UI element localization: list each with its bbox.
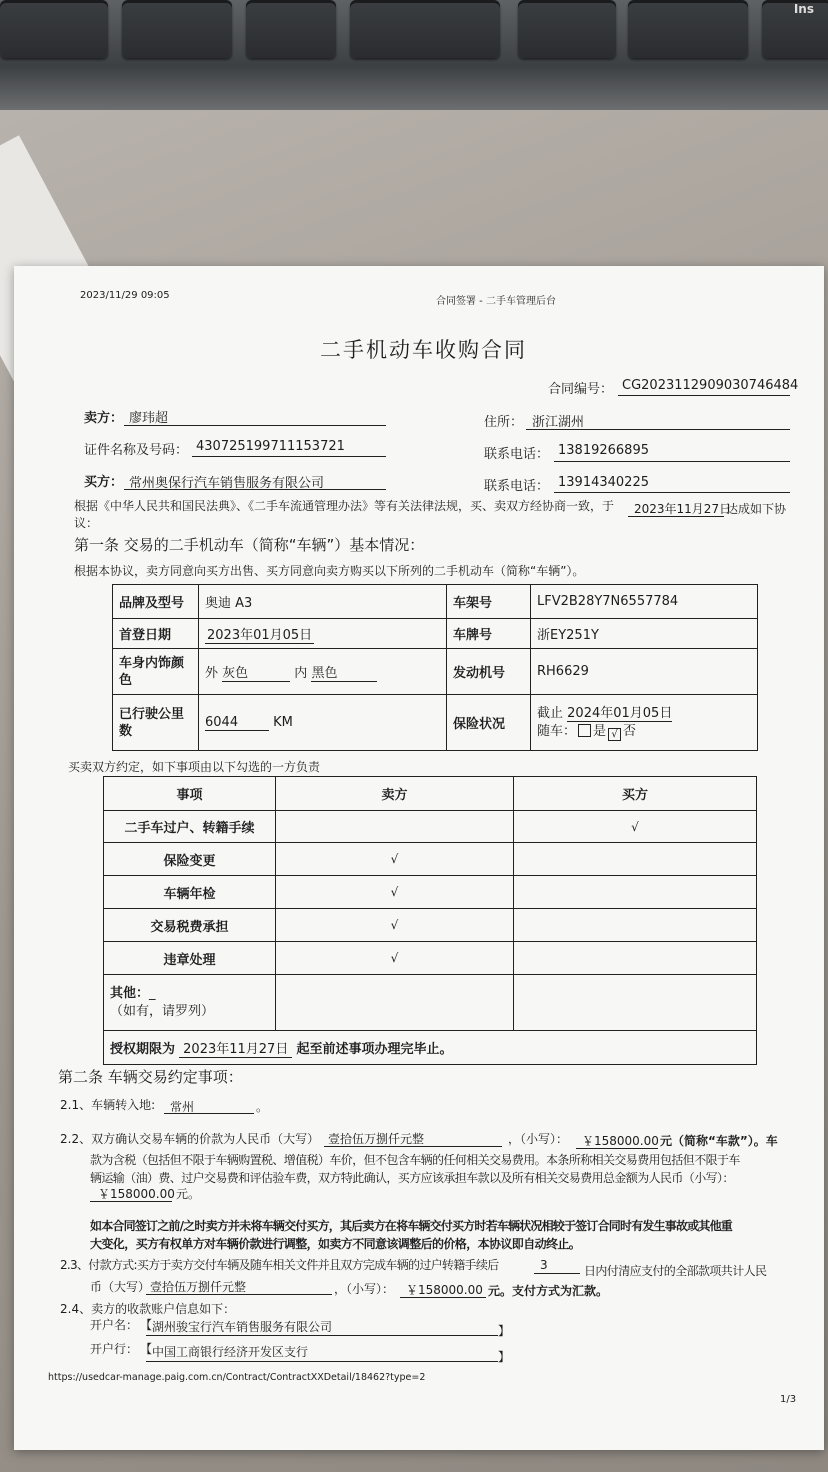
s22-text-2: ，（小写）： [508, 1132, 569, 1146]
bank-name: 中国工商银行经济开发区支行 [152, 1345, 309, 1359]
bank-label: 开户行： [90, 1342, 139, 1356]
bracket-close: 】 [498, 1324, 511, 1338]
preamble-text-end: 达成如下协 [726, 502, 787, 516]
print-site-title: 合同签署 - 二手车管理后台 [436, 296, 556, 307]
s23-text-2: 日内付清应支付的全部款项共计人民 [584, 1264, 767, 1278]
article1-intro: 根据本协议，卖方同意向买方出售、买方同意向卖方购买以下所列的二手机动车（简称“车辆”）。 [74, 564, 585, 578]
yes-label: 是 [593, 723, 607, 739]
plate-label: 车牌号 [447, 619, 531, 649]
s22-total: ￥158000.00 [98, 1187, 175, 1201]
duty-buyer-mark: √ [514, 811, 757, 843]
underline [534, 1273, 580, 1274]
engine-label: 发动机号 [447, 649, 531, 695]
footer-url: https://usedcar-manage.paig.com.cn/Contract/ContractXXDetail/18462?type=2 [48, 1372, 426, 1383]
notice-bold-line1: 如本合同签订之前/之时卖方并未将车辆交付买方，其后卖方在将车辆交付买方时若车辆状况相较于签订合同时有发生事故或其他重 [90, 1219, 732, 1233]
duty-item: 交易税费承担 [104, 909, 276, 942]
reg-date: 2023年01月05日 [207, 628, 313, 643]
account-name-label: 开户名： [90, 1318, 139, 1332]
duty-seller-mark: √ [276, 843, 514, 876]
vin-value: LFV2B28Y7N6557784 [531, 585, 758, 619]
mileage-value [199, 695, 447, 751]
id-number: 430725199711153721 [196, 439, 345, 454]
underline [146, 1294, 332, 1295]
s23-days: 3 [540, 1258, 548, 1272]
key [0, 0, 108, 58]
underline [164, 1113, 254, 1114]
seller-label: 卖方： [84, 411, 124, 426]
contract-number-label: 合同编号： [548, 382, 614, 397]
checkbox-no[interactable]: √ [608, 728, 621, 741]
s21-value: 常州 [170, 1100, 195, 1114]
color-value [199, 649, 447, 695]
duties-table [103, 776, 757, 1065]
s24-text: 2.4、卖方的收款账户信息如下： [60, 1302, 236, 1316]
checkbox-yes[interactable] [578, 724, 591, 737]
underline [192, 456, 386, 457]
buyer-phone: 13914340225 [558, 475, 649, 490]
s22-text-3: 元（简称“车款”）。车 [660, 1134, 778, 1148]
page-number: 1/3 [780, 1394, 797, 1405]
duty-other-label: 其他： [110, 985, 150, 1001]
duty-seller-mark: √ [276, 876, 514, 909]
table-row [104, 909, 757, 942]
key [628, 0, 748, 58]
table-row [104, 811, 757, 843]
s23-lower-amount: ￥158000.00 [406, 1283, 483, 1297]
duty-seller-mark: √ [276, 909, 514, 942]
vin-label: 车架号 [447, 585, 531, 619]
s23-text-5: 元。支付方式为汇款。 [488, 1284, 609, 1298]
notice-bold-line2: 大变化，买方有权单方对车辆价款进行调整，如卖方不同意该调整后的价格，本协议即自动终止。 [90, 1237, 581, 1251]
buyer-label: 买方： [84, 475, 124, 490]
underline [526, 429, 790, 430]
reg-date-label: 首登日期 [113, 619, 199, 649]
contract-page [14, 266, 824, 1450]
with-car-label: 随车： [537, 723, 577, 739]
contract-number: CG2023112909030746484 [622, 378, 799, 393]
s21-end: 。 [256, 1100, 269, 1114]
s23-text: 2.3、付款方式:买方于卖方交付车辆及随车相关文件并且双方完成车辆的过户转籍手续后 [60, 1258, 499, 1272]
underline [618, 395, 790, 396]
underline [124, 489, 386, 490]
id-label: 证件名称及号码： [84, 443, 189, 458]
underline [124, 425, 386, 426]
insurance-until: 2024年01月05日 [567, 705, 673, 721]
color-in-prefix: 内 [294, 665, 308, 681]
buyer-phone-label: 联系电话： [484, 479, 550, 494]
duty-other-seller [276, 975, 514, 1031]
engine-value: RH6629 [531, 649, 758, 695]
preamble-date: 2023年11月27日 [634, 502, 732, 516]
s22-upper-amount: 壹拾伍万捌仟元整 [328, 1132, 425, 1146]
auth-date: 2023年11月27日 [179, 1042, 292, 1058]
s22-line3: 辆运输（油）费、过户交易费和评估验车费，双方特此确认，买方应该承担车款以及所有相关交易费用总金额为人民币（小写）： [90, 1171, 734, 1185]
duty-seller-mark: √ [276, 942, 514, 975]
bracket-open: 【 [140, 1342, 153, 1356]
address-value: 浙江湖州 [532, 415, 585, 430]
underline [554, 492, 790, 493]
duty-buyer-mark [514, 876, 757, 909]
underline [628, 516, 724, 517]
auth-suffix: 起至前述事项办理完毕止。 [296, 1042, 453, 1057]
mileage-unit: KM [273, 714, 293, 730]
mileage: 6044 [205, 715, 269, 731]
vehicle-table [112, 584, 758, 751]
s22-lower-amount: ￥158000.00 [582, 1134, 659, 1148]
s23-upper-amount: 壹拾伍万捌仟元整 [150, 1280, 247, 1294]
table-row-other [104, 975, 757, 1031]
table-row [104, 876, 757, 909]
duty-item: 违章处理 [104, 942, 276, 975]
address-label: 住所： [484, 415, 524, 430]
plate-value: 浙EY251Y [531, 619, 758, 649]
reg-date-value [199, 619, 447, 649]
preamble-text-cont: 议： [74, 516, 99, 530]
article2-title: 第二条 车辆交易约定事项： [58, 1068, 243, 1086]
insurance-label: 保险状况 [447, 695, 531, 751]
underline [554, 461, 790, 462]
underline [400, 1297, 486, 1298]
duty-item: 车辆年检 [104, 876, 276, 909]
print-timestamp: 2023/11/29 09:05 [80, 290, 170, 301]
duty-other-hint: （如有，请罗列） [110, 1003, 215, 1019]
bracket-open: 【 [140, 1318, 153, 1332]
insurance-until-prefix: 截止 [537, 705, 564, 721]
underline [146, 1361, 498, 1362]
duties-intro: 买卖双方约定，如下事项由以下勾选的一方负责 [68, 760, 321, 774]
article1-title: 第一条 交易的二手机动车（简称“车辆”）基本情况： [74, 536, 425, 554]
key [518, 0, 616, 58]
s21-label: 2.1、车辆转入地: [60, 1098, 156, 1112]
bracket-close: 】 [498, 1350, 511, 1364]
buyer-name: 常州奥保行汽车销售服务有限公司 [129, 476, 325, 491]
underline [146, 1335, 498, 1336]
duty-item: 保险变更 [104, 843, 276, 876]
key [122, 0, 232, 58]
duty-seller-mark [276, 811, 514, 843]
duties-header-seller: 卖方 [276, 777, 514, 811]
seller-name: 廖玮超 [129, 411, 169, 426]
key-ins-label: Ins [793, 2, 814, 16]
key [246, 0, 336, 58]
duties-header-item: 事项 [104, 777, 276, 811]
table-row [104, 843, 757, 876]
auth-period [104, 1031, 757, 1065]
duty-other-buyer [514, 975, 757, 1031]
color-out: 灰色 [222, 662, 290, 682]
auth-label: 授权期限为 [110, 1042, 176, 1057]
s22-line2: 款为含税（包括但不限于车辆购置税、增值税）车价，但不包含车辆的任何相关交易费用。本条所称相关交易费用包括但不限于车 [90, 1153, 740, 1167]
table-row [104, 942, 757, 975]
underline [576, 1148, 658, 1149]
duty-other-value: _ [149, 985, 156, 1001]
keyboard [0, 0, 828, 110]
s22-total-unit: 元。 [176, 1187, 201, 1201]
duty-other [104, 975, 276, 1031]
color-in: 黑色 [311, 662, 377, 682]
duty-buyer-mark [514, 942, 757, 975]
color-label: 车身内饰颜色 [113, 649, 199, 695]
s23-text-3: 币（大写） [90, 1280, 151, 1294]
preamble-text: 根据《中华人民共和国民法典》、《二手车流通管理办法》等有关法律法规，买、卖双方经协商一致，于 [74, 499, 615, 513]
duty-buyer-mark [514, 909, 757, 942]
duty-item: 二手车过户、转籍手续 [104, 811, 276, 843]
s22-text: 2.2、双方确认交易车辆的价款为人民币（大写） [60, 1132, 320, 1146]
key [350, 0, 500, 58]
underline [324, 1146, 502, 1147]
no-label: 否 [623, 723, 637, 739]
seller-phone-label: 联系电话： [484, 447, 550, 462]
duty-buyer-mark [514, 843, 757, 876]
insurance-value [531, 695, 758, 751]
seller-phone: 13819266895 [558, 443, 649, 458]
underline [90, 1201, 172, 1202]
color-out-prefix: 外 [205, 665, 219, 681]
s23-text-4: ，（小写）： [334, 1282, 395, 1296]
mileage-label: 已行驶公里数 [113, 695, 199, 751]
brand-label: 品牌及型号 [113, 585, 199, 619]
duties-header-buyer: 买方 [514, 777, 757, 811]
brand-value: 奥迪 A3 [199, 585, 447, 619]
key-ins [762, 0, 828, 58]
contract-title: 二手机动车收购合同 [320, 338, 527, 362]
account-name: 湖州骏宝行汽车销售服务有限公司 [152, 1320, 333, 1334]
